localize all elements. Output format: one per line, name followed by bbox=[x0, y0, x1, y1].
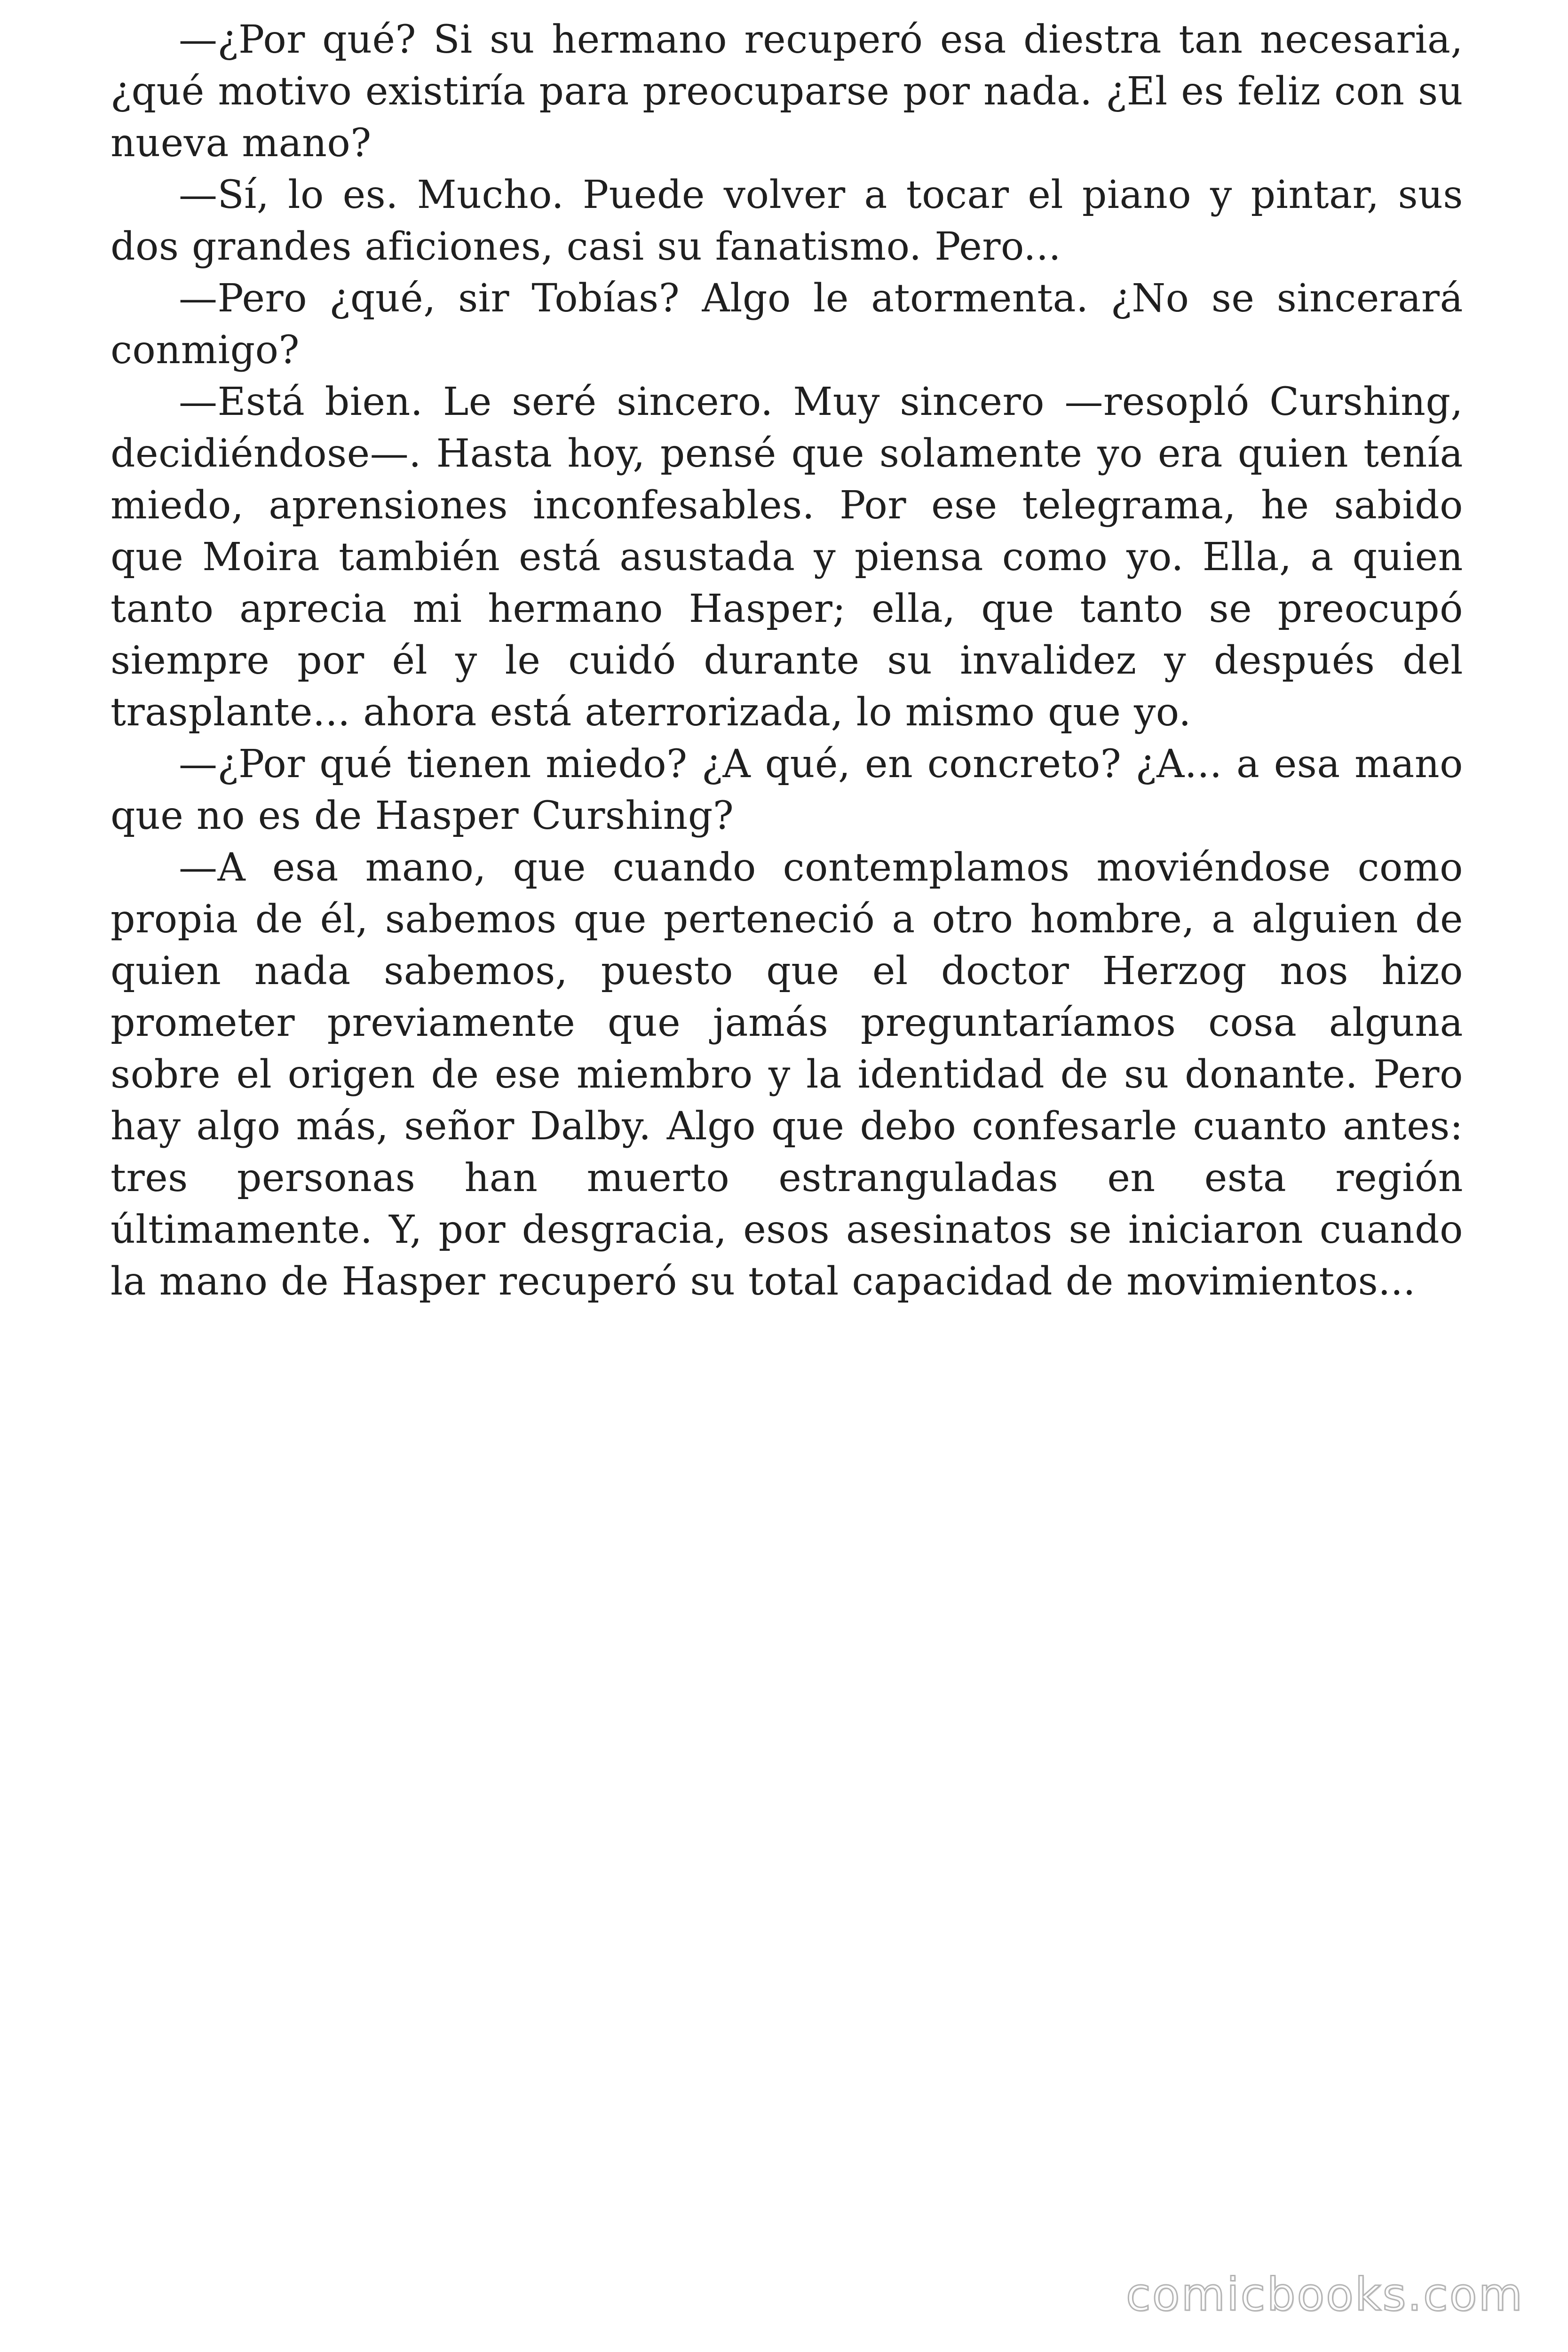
paragraph: —Está bien. Le seré sincero. Muy sincero —resopló Curshing, decidiéndose—. Hasta hoy, pensé que solamente yo era quien tenía miedo, aprensiones inconfesables. Por ese telegrama, he sabido que Moira también está asustada y piensa como yo. Ella, a quien tanto aprecia mi hermano Hasper; ella, que tanto se preocupó siempre por él y le cuidó durante su invalidez y después del trasplante... ahora está aterrorizada, lo mismo que yo. bbox=[111, 380, 1463, 735]
watermark: comicbooks.com bbox=[1125, 2268, 1524, 2321]
paragraph: —Sí, lo es. Mucho. Puede volver a tocar el piano y pintar, sus dos grandes aficiones, casi su fanatismo. Pero... bbox=[111, 173, 1463, 269]
book-page-text bbox=[111, 14, 1463, 1308]
paragraph: —¿Por qué? Si su hermano recuperó esa diestra tan necesaria, ¿qué motivo existiría para preocuparse por nada. ¿El es feliz con su nueva mano? bbox=[111, 17, 1463, 166]
paragraph: —¿Por qué tienen miedo? ¿A qué, en concreto? ¿A... a esa mano que no es de Hasper Curshing? bbox=[111, 742, 1463, 838]
paragraph: —Pero ¿qué, sir Tobías? Algo le atormenta. ¿No se sincerará conmigo? bbox=[111, 276, 1463, 373]
paragraph: —A esa mano, que cuando contemplamos moviéndose como propia de él, sabemos que perteneció a otro hombre, a alguien de quien nada sabemos, puesto que el doctor Herzog nos hizo prometer previamente que jamás preguntaríamos cosa alguna sobre el origen de ese miembro y la identidad de su donante. Pero hay algo más, señor Dalby. Algo que debo confesarle cuanto antes: tres personas han muerto estranguladas en esta región últimamente. Y, por desgracia, esos asesinatos se iniciaron cuando la mano de Hasper recuperó su total capacidad de movimientos... bbox=[111, 845, 1463, 1304]
